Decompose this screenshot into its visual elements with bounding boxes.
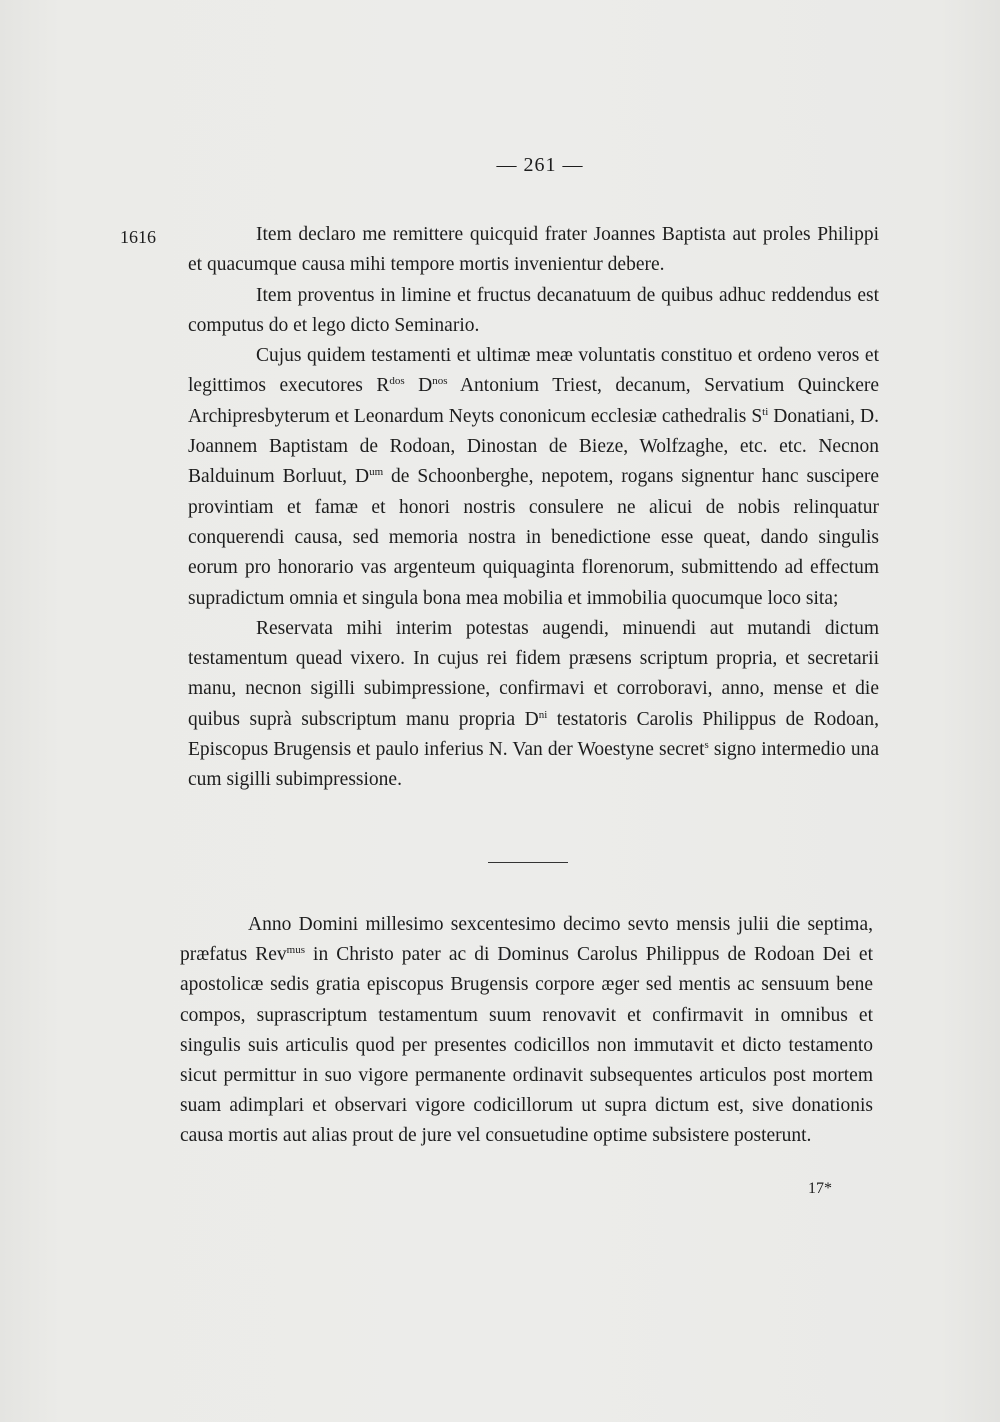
text-run: in Christo pater ac di Dominus Carolus Philippus de Rodoan Dei et apostolicæ sedis gratia episcopus Brugensis corpore æger sed mentis ac sensuum bene compos, suprascriptum testamentum suum renovavit et confirmavit in omnibus et singulis suis articulis quod per presentes codicillos non immutavit et dicto testamento sicut permittur in suo vigore permanente ordinavit subsequentes articulos post mortem suam adimplari et observari vigore codicillorum ut supra dictum est, sive donationis causa mortis aut alias prout de jure vel consuetudine optime subsistere posterunt. xyxy=(180,944,873,1147)
superscript: ti xyxy=(762,405,769,418)
margin-year: 1616 xyxy=(120,227,156,247)
text-run: Anno Domini millesimo sexcentesimo decimo sevto mensis julii die septima, præfatus Rev xyxy=(180,914,873,966)
superscript: s xyxy=(704,739,709,752)
text-run: testatoris Carolis Philippus de Rodoan, Episcopus Brugensis et paulo inferius N. Van der Woestyne secret xyxy=(188,708,879,761)
text-run: Reservata mihi interim potestas augendi, minuendi aut mutandi dictum testamentum quead vixero. In cujus rei fidem præsens scriptum propria, et secretarii manu, necnon sigilli subimpressione, confirmavi et corroboravi, anno, mense et die quibus suprà subscriptum manu propria D xyxy=(188,617,879,730)
superscript: mus xyxy=(286,944,305,957)
paragraph-anno-domini xyxy=(180,910,873,1152)
paragraph-item-proventus: Item proventus in limine et fructus decanatuum de quibus adhuc reddendus est computus do et lego dicto Seminario. xyxy=(188,284,879,336)
text-run: signo intermedio una cum sigilli subimpressione. xyxy=(188,739,879,791)
superscript: nos xyxy=(432,375,448,388)
signature-mark: 17* xyxy=(808,1180,832,1197)
superscript: dos xyxy=(389,375,405,388)
page-number: — 261 — xyxy=(496,154,584,176)
text-run: Cujus quidem testamenti et ultimæ meæ voluntatis constituo et ordeno veros et legittimos executores R xyxy=(188,345,879,397)
paragraph-cujus-quidem xyxy=(188,341,879,614)
text-run: Antonium Triest, decanum, Servatium Quinckere Archipresbyterum et Leonardum Neyts cononicum ecclesiæ cathedralis S xyxy=(188,375,879,427)
text-run: D xyxy=(404,375,433,397)
text-run: Donatiani, D. Joannem Baptistam de Rodoan, Dinostan de Bieze, Wolfzaghe, etc. etc. Necnon Balduinum Borluut, D xyxy=(188,405,879,488)
superscript: um xyxy=(369,466,384,479)
paragraph-item-declaro: Item declaro me remittere quicquid frater Joannes Baptista aut proles Philippi et quacumque causa mihi tempore mortis invenientur debere. xyxy=(188,224,879,276)
section-divider xyxy=(488,862,568,863)
codicil-text-block xyxy=(180,910,873,1152)
main-text-block xyxy=(188,220,879,796)
paragraph-reservata xyxy=(188,614,879,796)
superscript: ni xyxy=(538,708,548,721)
text-run: de Schoonberghe, nepotem, rogans signentur hanc suscipere provintiam et famæ et honori nostris consulere ne alicui de nobis relinquatur conquerendi causa, sed memoria nostra in benedictione esse queat, dando singulis eorum pro honorario vas argenteum quiquaginta florenorum, submittendo ad effectum supradictum omnia et singula bona mea mobilia et immobilia quocumque loco sita; xyxy=(188,466,879,609)
